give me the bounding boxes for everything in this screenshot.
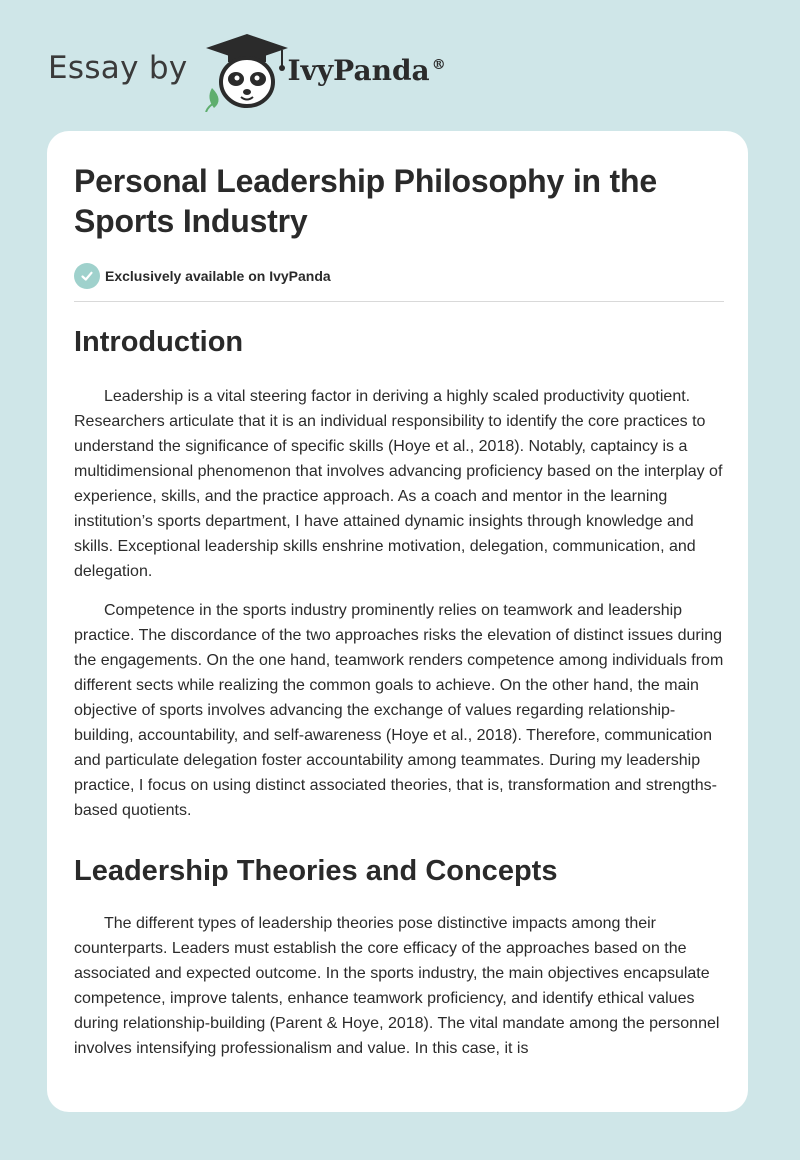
page-title: Personal Leadership Philosophy in the Sports Industry [74, 163, 657, 239]
paragraph: The different types of leadership theories pose distinctive impacts among their counterparts. Leaders must establish the core efficacy of the approaches based on the associated and expected outcome. In the sports industry, the main objectives encapsulate competence, improve talents, enhance teamwork proficiency, and identify ethical values during relationship-building (Parent & Hoye, 2018). The vital mandate among the personnel involves intensifying professionalism and value. In this case, it is [74, 915, 720, 1057]
badge-text: Exclusively available on IvyPanda [105, 268, 331, 284]
exclusive-badge [74, 263, 724, 289]
ivypanda-brand-name[interactable] [288, 54, 446, 87]
essay-card [47, 131, 748, 1112]
check-icon [74, 263, 100, 289]
section-heading-introduction: Introduction [74, 326, 244, 358]
brand-name-text: IvyPanda [287, 53, 430, 87]
section-heading-leadership-theories: Leadership Theories and Concepts [74, 855, 558, 887]
site-header [48, 32, 446, 112]
paragraph: Competence in the sports industry prominently relies on teamwork and leadership practice. The discordance of the two approaches risks the elevation of distinct issues during the engagements. On the one hand, teamwork renders competence among individuals from different sects while realizing the common goals to achieve. On the other hand, the main objective of sports involves advancing the exchange of values regarding relationship-building, accountability, and self-awareness (Hoye et al., 2018). Therefore, communication and particulate delegation foster accountability among teammates. During my leadership practice, I focus on using distinct associated theories, that is, transformation and strengths-based quotients. [74, 602, 724, 819]
essay-by-label: Essay by [48, 50, 188, 86]
panda-logo-icon[interactable] [202, 32, 292, 112]
paragraph: Leadership is a vital steering factor in deriving a highly scaled productivity quotient. Researchers articulate that it is an individual responsibility to identify the core practices to understand the significance of specific skills (Hoye et al., 2018). Notably, captaincy is a multidimensional phenomenon that involves advancing proficiency based on the interplay of experience, skills, and the practice approach. As a coach and mentor in the learning institution’s sports department, I have attained dynamic insights through knowledge and skills. Exceptional leadership skills enshrine motivation, delegation, communication, and delegation. [74, 388, 723, 580]
essay-content [74, 161, 724, 1061]
registered-mark: ® [431, 57, 446, 74]
divider [74, 301, 724, 302]
